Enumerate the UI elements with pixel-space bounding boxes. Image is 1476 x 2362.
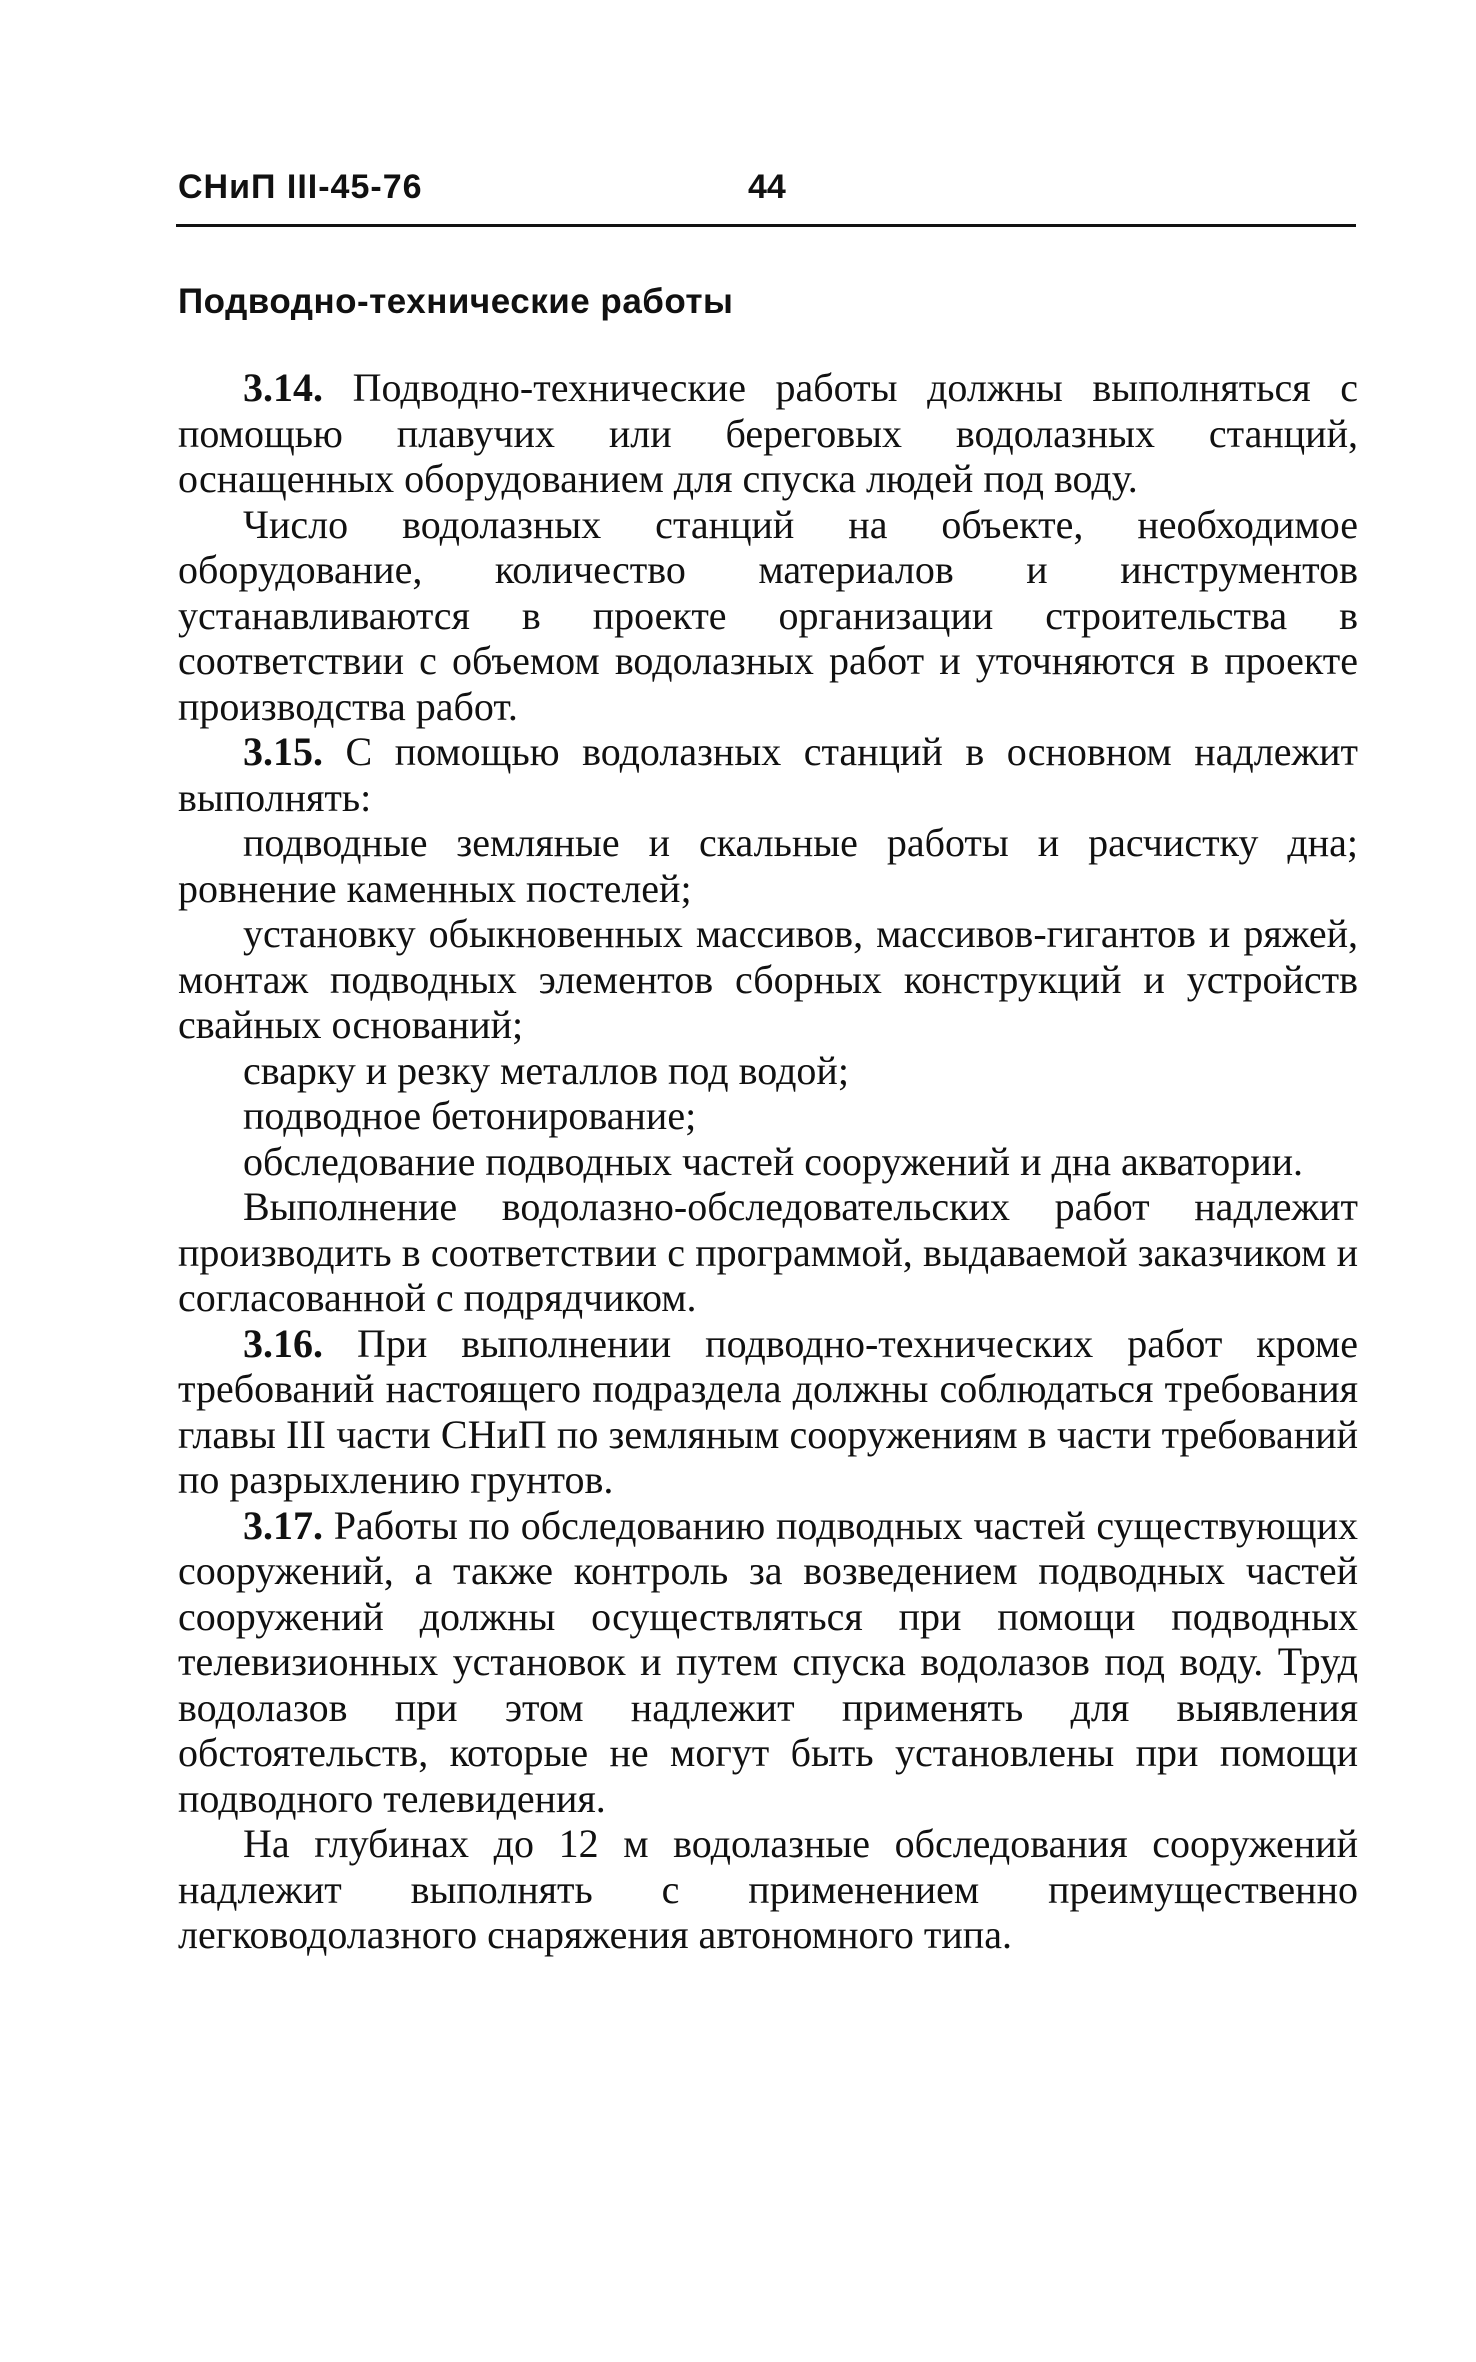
list-item: подводное бетонирование;: [243, 1093, 697, 1138]
body-text: [178, 365, 1358, 1958]
list-item: установку обыкновенных массивов, массивов-гигантов и ряжей, монтаж подводных элементов сборных конструкций и устройств свайных оснований;: [178, 911, 1358, 1047]
clause-3-15: [178, 729, 1358, 820]
list-item: сварку и резку металлов под водой;: [243, 1047, 849, 1093]
list-item: обследование подводных частей сооружений и дна акватории.: [243, 1138, 1304, 1184]
clause-3-15-continuation: Выполнение водолазно-обследовательских работ надлежит производить в соответствии с программой, выдаваемой заказчиком и согласованной с подрядчиком.: [178, 1184, 1358, 1320]
clause-number: 3.15.: [243, 729, 323, 774]
list-item: подводные земляные и скальные работы и расчистку дна; ровнение каменных постелей;: [178, 820, 1358, 911]
clause-number: 3.16.: [243, 1320, 323, 1366]
section-heading: Подводно-технические работы: [178, 282, 734, 321]
clause-text: При выполнении подводно-технических работ кроме требований настоящего подраздела должны соблюдаться требования главы III части СНиП по земляным сооружениям в части требований по разрыхлению грунтов.: [178, 1320, 1359, 1502]
document-code: СНиП III-45-76: [178, 168, 423, 206]
clause-text: С помощью водолазных станций в основном надлежит выполнять:: [178, 729, 1358, 820]
clause-text: Подводно-технические работы должны выполняться с помощью плавучих или береговых водолазных станций, оснащенных оборудованием для спуска людей под воду.: [178, 365, 1358, 501]
clause-3-14: [178, 365, 1358, 502]
running-header: [178, 168, 1358, 228]
header-rule: [176, 224, 1356, 227]
page-number: 44: [748, 168, 786, 206]
clause-3-17: [178, 1503, 1358, 1822]
clause-3-17-continuation: На глубинах до 12 м водолазные обследования сооружений надлежит выполнять с применением преимущественно легководолазного снаряжения автономного типа.: [178, 1821, 1358, 1957]
clause-number: 3.14.: [243, 365, 323, 410]
clause-3-16: [178, 1321, 1358, 1503]
clause-number: 3.17.: [243, 1502, 323, 1548]
clause-text: Работы по обследованию подводных частей существующих сооружений, а также контроль за возведением подводных частей сооружений должны осуществляться при помощи подводных телевизионных установок и путем спуска водолазов под воду. Труд водолазов при этом надлежит применять для выявления обстоятельств, которые не могут быть установлены при помощи подводного телевидения.: [178, 1502, 1359, 1821]
clause-3-14-continuation: Число водолазных станций на объекте, необходимое оборудование, количество материалов и инструментов устанавливаются в проекте организации строительства в соответствии с объемом водолазных работ и уточняются в проекте производства работ.: [178, 501, 1358, 729]
